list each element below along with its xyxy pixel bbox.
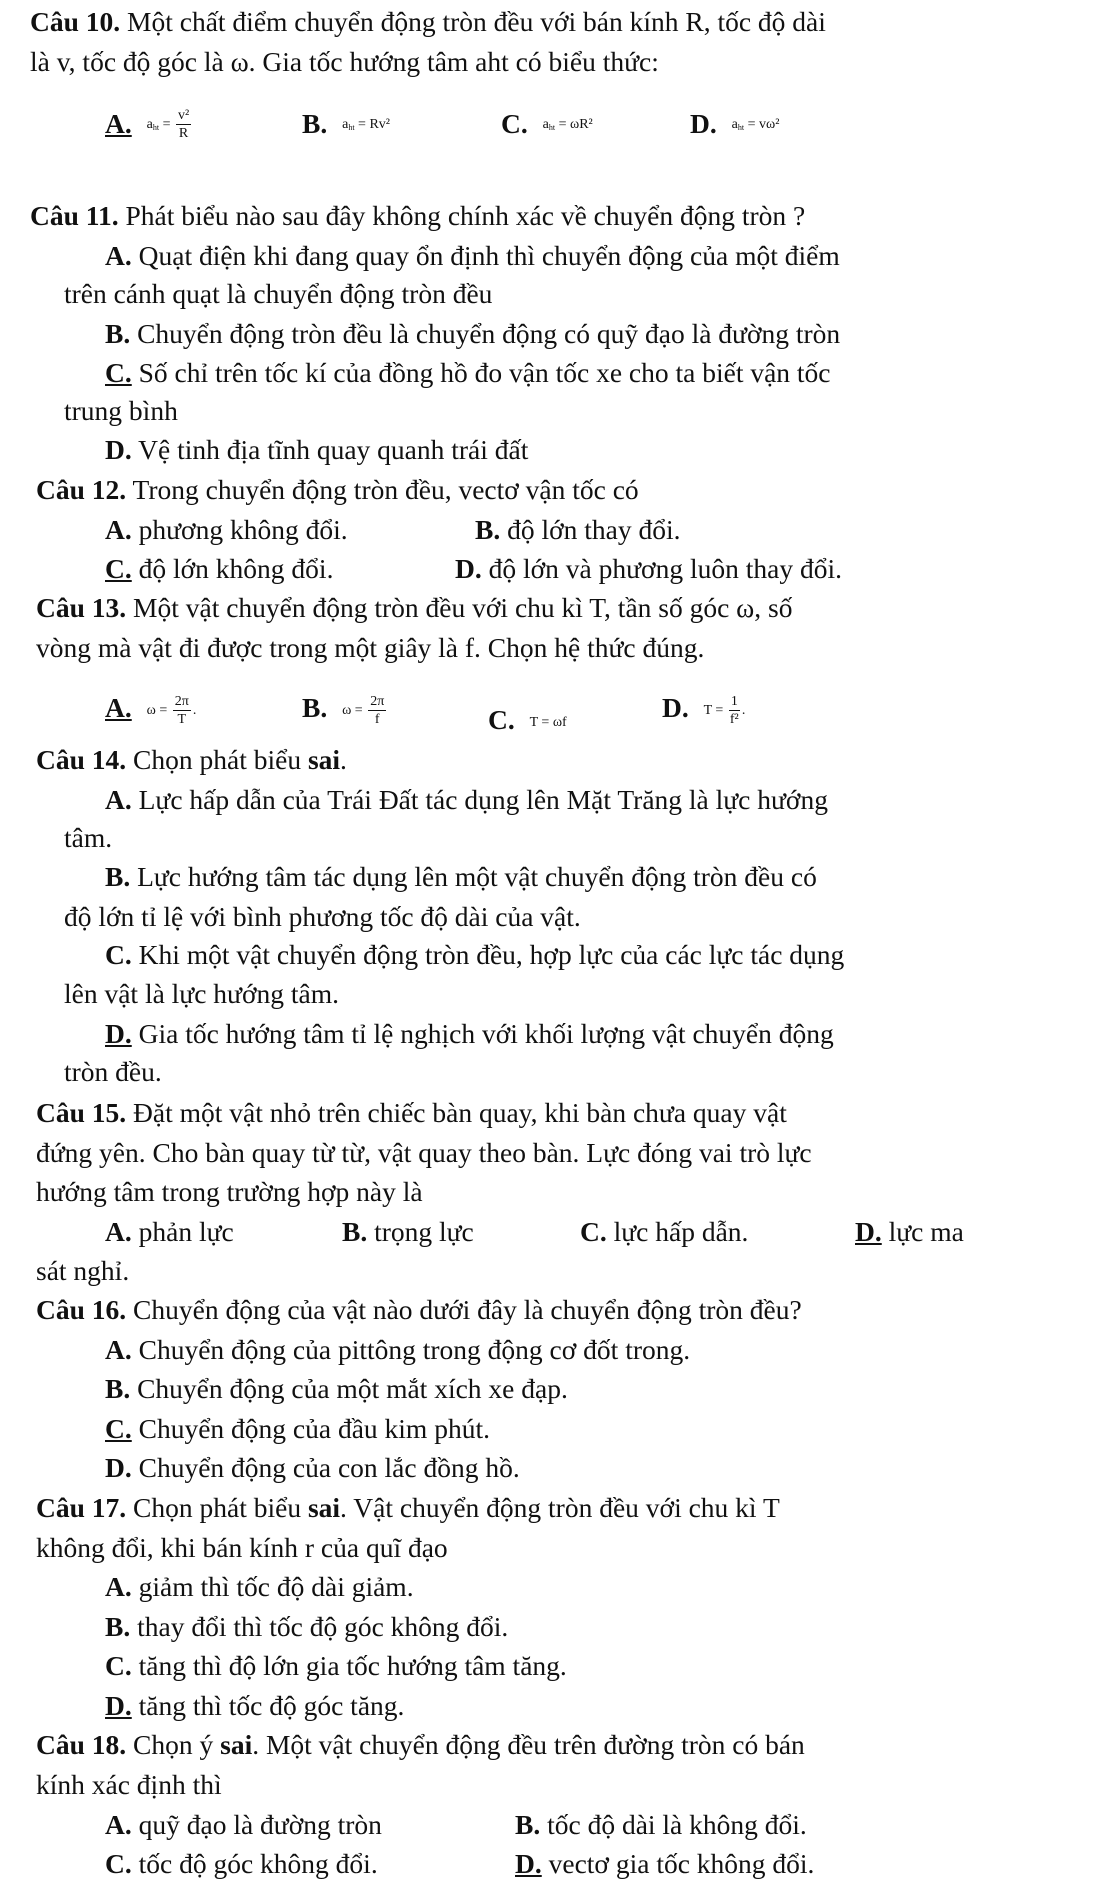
q11-option-c-text-2: trung bình bbox=[64, 395, 178, 426]
q17-line-1 bbox=[36, 1488, 1095, 1528]
q10-option-c-formula bbox=[543, 105, 593, 148]
q10-option-a-formula bbox=[147, 105, 194, 148]
q12-option-a-label: A. bbox=[105, 514, 132, 545]
q13-stem-2: vòng mà vật đi được trong một giây là f. Chọn hệ thức đúng. bbox=[36, 632, 705, 663]
q17-option-b-text: thay đổi thì tốc độ góc không đổi. bbox=[130, 1611, 509, 1642]
q13-a-denominator: T bbox=[177, 711, 187, 727]
q12-line-1 bbox=[36, 470, 1095, 510]
q14-stem-bold: sai bbox=[307, 744, 341, 775]
q18-stem-2: kính xác định thì bbox=[36, 1769, 222, 1800]
q15-line-2 bbox=[36, 1133, 1095, 1173]
q11-option-d-label: D. bbox=[105, 434, 132, 465]
q11-option-b bbox=[105, 314, 1095, 354]
q13-a-tail: . bbox=[192, 702, 197, 718]
q14-option-b-cont bbox=[64, 897, 1095, 937]
q18-option-c bbox=[105, 1844, 378, 1884]
q16-option-d-label: D. bbox=[105, 1452, 132, 1483]
q16-option-c-text: Chuyển động của đầu kim phút. bbox=[131, 1413, 490, 1444]
q14-option-d-text-1: Gia tốc hướng tâm tỉ lệ nghịch với khối lượng vật chuyển động bbox=[131, 1018, 834, 1049]
q16-option-c bbox=[105, 1409, 1095, 1449]
q16-option-d-text: Chuyển động của con lắc đồng hồ. bbox=[131, 1452, 520, 1483]
q17-option-d-label: D. bbox=[105, 1690, 132, 1721]
q11-option-a bbox=[105, 236, 1095, 276]
q17-stem-post: . Vật chuyển động tròn đều với chu kì T bbox=[340, 1492, 780, 1523]
q13-option-d-label: D. bbox=[662, 692, 689, 723]
q10-line-2 bbox=[30, 42, 1095, 82]
q10-d-rest: = vω² bbox=[744, 117, 780, 133]
q10-option-c bbox=[501, 104, 593, 148]
q18-option-b-label: B. bbox=[515, 1809, 541, 1840]
q16-line-1 bbox=[36, 1290, 1095, 1330]
q10-a-symbol: a bbox=[146, 117, 153, 133]
q10-option-b bbox=[302, 104, 390, 148]
q16-option-b-text: Chuyển động của một mắt xích xe đạp. bbox=[130, 1373, 568, 1404]
q14-option-c-text-1: Khi một vật chuyển động tròn đều, hợp lực của các lực tác dụng bbox=[131, 939, 845, 970]
q17-heading: Câu 17. bbox=[36, 1492, 127, 1523]
q14-option-a-text-1: Lực hấp dẫn của Trái Đất tác dụng lên Mặt Trăng là lực hướng bbox=[131, 784, 828, 815]
q13-option-b-formula bbox=[342, 691, 388, 731]
q17-stem-2: không đổi, khi bán kính r của quĩ đạo bbox=[36, 1532, 448, 1563]
q12-option-c-text: độ lớn không đổi. bbox=[131, 553, 334, 584]
q13-b-denominator: f bbox=[374, 711, 380, 727]
q11-option-c-text-1: Số chỉ trên tốc kí của đồng hồ đo vận tốc xe cho ta biết vận tốc bbox=[131, 357, 831, 388]
q11-option-a-text-2: trên cánh quạt là chuyển động tròn đều bbox=[64, 278, 493, 309]
q17-option-a-text: giảm thì tốc độ dài giảm. bbox=[131, 1571, 414, 1602]
q13-option-b bbox=[302, 688, 388, 731]
q13-a-numerator: 2π bbox=[174, 693, 189, 709]
q15-option-b-text: trọng lực bbox=[367, 1216, 474, 1247]
q16-option-a-label: A. bbox=[105, 1334, 132, 1365]
q13-option-d bbox=[662, 688, 745, 731]
q13-line-2 bbox=[36, 628, 1095, 668]
q17-line-2 bbox=[36, 1528, 1095, 1568]
q14-option-b-text-1: Lực hướng tâm tác dụng lên một vật chuyển động tròn đều có bbox=[130, 861, 817, 892]
q12-heading: Câu 12. bbox=[36, 474, 127, 505]
q18-option-d-text: vectơ gia tốc không đổi. bbox=[541, 1848, 815, 1879]
q18-option-a bbox=[105, 1805, 382, 1845]
q18-option-c-label: C. bbox=[105, 1848, 132, 1879]
q12-option-d-text: độ lớn và phương luôn thay đổi. bbox=[481, 553, 842, 584]
q14-option-c bbox=[105, 935, 1095, 975]
q11-option-a-text-1: Quạt điện khi đang quay ổn định thì chuyển động của một điểm bbox=[131, 240, 840, 271]
q13-d-denominator: f² bbox=[729, 711, 739, 727]
q16-stem: Chuyển động của vật nào dưới đây là chuyển động tròn đều? bbox=[126, 1294, 802, 1325]
q18-line-1 bbox=[36, 1725, 1095, 1765]
q15-option-c bbox=[580, 1212, 748, 1252]
q13-stem-1: Một vật chuyển động tròn đều với chu kì T, tần số góc ω, số bbox=[126, 592, 793, 623]
q10-a-eq: = bbox=[159, 117, 174, 133]
q15-option-d-wrap: sát nghỉ. bbox=[36, 1255, 130, 1286]
q10-option-d-label: D. bbox=[690, 108, 717, 139]
q12-option-b-label: B. bbox=[475, 514, 501, 545]
q10-option-c-label: C. bbox=[501, 108, 528, 139]
q13-option-a bbox=[105, 688, 196, 731]
q13-option-a-formula bbox=[147, 691, 197, 731]
q15-stem-1: Đặt một vật nhỏ trên chiếc bàn quay, khi bàn chưa quay vật bbox=[126, 1097, 787, 1128]
q15-option-c-text: lực hấp dẫn. bbox=[606, 1216, 749, 1247]
q13-d-fraction bbox=[729, 693, 740, 728]
q14-option-a-text-2: tâm. bbox=[64, 822, 113, 853]
q11-option-b-text: Chuyển động tròn đều là chuyển động có quỹ đạo là đường tròn bbox=[130, 318, 841, 349]
q15-option-c-label: C. bbox=[580, 1216, 607, 1247]
q12-option-b bbox=[475, 510, 681, 550]
q15-option-a-label: A. bbox=[105, 1216, 132, 1247]
q16-option-a bbox=[105, 1330, 1095, 1370]
q15-heading: Câu 15. bbox=[36, 1097, 127, 1128]
q10-b-symbol: a bbox=[342, 117, 349, 133]
q10-a-numerator: v² bbox=[177, 108, 190, 124]
q12-option-c-label: C. bbox=[105, 553, 132, 584]
q16-option-b bbox=[105, 1369, 1095, 1409]
q17-option-b bbox=[105, 1607, 1095, 1647]
q11-option-a-cont bbox=[64, 274, 1095, 314]
q15-option-d-cont bbox=[36, 1251, 1095, 1291]
q14-stem-pre: Chọn phát biểu bbox=[126, 744, 308, 775]
q10-option-d bbox=[690, 104, 779, 148]
q14-option-a bbox=[105, 780, 1095, 820]
q10-d-sub: ht bbox=[737, 123, 745, 133]
q15-option-b-label: B. bbox=[342, 1216, 368, 1247]
q13-option-c-formula: T = ωf bbox=[529, 714, 567, 730]
q13-d-tail: . bbox=[741, 702, 746, 718]
q16-option-c-label: C. bbox=[105, 1413, 132, 1444]
q10-option-b-formula bbox=[342, 105, 390, 148]
q18-option-b-text: tốc độ dài là không đổi. bbox=[540, 1809, 807, 1840]
q18-option-b bbox=[515, 1805, 807, 1845]
q17-option-c bbox=[105, 1646, 1095, 1686]
q10-a-sub: ht bbox=[152, 123, 160, 133]
q18-option-a-label: A. bbox=[105, 1809, 132, 1840]
q11-line-1 bbox=[30, 196, 1095, 236]
q17-stem-bold: sai bbox=[307, 1492, 341, 1523]
q18-stem-pre: Chọn ý bbox=[126, 1729, 221, 1760]
q18-line-2 bbox=[36, 1765, 1095, 1805]
q10-option-d-formula bbox=[732, 105, 780, 148]
q10-b-rest: = Rv² bbox=[354, 117, 390, 133]
q13-a-fraction bbox=[173, 693, 191, 728]
q14-heading: Câu 14. bbox=[36, 744, 127, 775]
q11-stem: Phát biểu nào sau đây không chính xác về chuyển động tròn ? bbox=[118, 200, 806, 231]
q11-option-b-label: B. bbox=[105, 318, 131, 349]
q11-heading: Câu 11. bbox=[30, 200, 119, 231]
q12-option-a-text: phương không đổi. bbox=[131, 514, 348, 545]
q11-option-c-cont bbox=[64, 391, 1095, 431]
q15-stem-3: hướng tâm trong trường hợp này là bbox=[36, 1176, 423, 1207]
q10-b-sub: ht bbox=[348, 123, 355, 133]
q14-option-c-text-2: lên vật là lực hướng tâm. bbox=[64, 978, 339, 1009]
q13-d-lhs: T = bbox=[703, 702, 727, 718]
q14-stem-post: . bbox=[340, 744, 347, 775]
q13-b-lhs: ω = bbox=[342, 702, 367, 718]
q14-option-a-label: A. bbox=[105, 784, 132, 815]
q10-c-sub: ht bbox=[548, 123, 556, 133]
q12-option-a bbox=[105, 510, 348, 550]
q15-option-d-label: D. bbox=[855, 1216, 882, 1247]
q18-option-d-label: D. bbox=[515, 1848, 542, 1879]
q14-option-d bbox=[105, 1014, 1095, 1054]
q17-option-d bbox=[105, 1686, 1095, 1726]
q13-option-b-label: B. bbox=[302, 692, 328, 723]
q15-stem-2: đứng yên. Cho bàn quay từ từ, vật quay theo bàn. Lực đóng vai trò lực bbox=[36, 1137, 812, 1168]
q10-heading: Câu 10. bbox=[30, 6, 121, 37]
q13-option-a-label: A. bbox=[105, 692, 132, 723]
q13-option-c bbox=[488, 700, 567, 743]
q16-option-d bbox=[105, 1448, 1095, 1488]
q12-option-d-label: D. bbox=[455, 553, 482, 584]
q10-option-a bbox=[105, 104, 193, 148]
q10-option-b-label: B. bbox=[302, 108, 328, 139]
q15-option-a bbox=[105, 1212, 234, 1252]
q10-a-denominator: R bbox=[178, 126, 189, 142]
q16-heading: Câu 16. bbox=[36, 1294, 127, 1325]
q10-line-1 bbox=[30, 2, 1095, 42]
q10-stem-1: Một chất điểm chuyển động tròn đều với bán kính R, tốc độ dài bbox=[120, 6, 826, 37]
q18-option-d bbox=[515, 1844, 814, 1884]
q16-option-b-label: B. bbox=[105, 1373, 131, 1404]
q12-option-c bbox=[105, 549, 333, 589]
q13-option-c-label: C. bbox=[488, 704, 515, 735]
q15-option-d-text: lực ma bbox=[881, 1216, 964, 1247]
q13-b-numerator: 2π bbox=[370, 693, 385, 709]
q18-stem-post: . Một vật chuyển động đều trên đường tròn có bán bbox=[252, 1729, 805, 1760]
q17-stem-pre: Chọn phát biểu bbox=[126, 1492, 308, 1523]
q10-a-fraction bbox=[176, 107, 191, 142]
q14-option-b bbox=[105, 857, 1095, 897]
q10-c-rest: = ωR² bbox=[555, 117, 593, 133]
q15-option-d bbox=[855, 1212, 964, 1252]
q16-option-a-text: Chuyển động của pittông trong động cơ đốt trong. bbox=[131, 1334, 691, 1365]
q17-option-c-text: tăng thì độ lớn gia tốc hướng tâm tăng. bbox=[131, 1650, 567, 1681]
q18-option-a-text: quỹ đạo là đường tròn bbox=[131, 1809, 382, 1840]
q17-option-a-label: A. bbox=[105, 1571, 132, 1602]
q13-line-1 bbox=[36, 588, 1095, 628]
q15-line-1 bbox=[36, 1093, 1095, 1133]
q18-stem-bold: sai bbox=[220, 1729, 253, 1760]
q11-option-a-label: A. bbox=[105, 240, 132, 271]
q13-d-numerator: 1 bbox=[730, 693, 738, 709]
q10-d-symbol: a bbox=[731, 117, 738, 133]
q10-c-symbol: a bbox=[542, 117, 549, 133]
q14-option-d-text-2: tròn đều. bbox=[64, 1056, 162, 1087]
q17-option-d-text: tăng thì tốc độ góc tăng. bbox=[131, 1690, 405, 1721]
q11-option-d-text: Vệ tinh địa tĩnh quay quanh trái đất bbox=[131, 434, 529, 465]
q14-option-d-cont bbox=[64, 1052, 1095, 1092]
q14-option-c-label: C. bbox=[105, 939, 132, 970]
q18-option-c-text: tốc độ góc không đổi. bbox=[131, 1848, 378, 1879]
q12-option-b-text: độ lớn thay đổi. bbox=[500, 514, 681, 545]
q17-option-c-label: C. bbox=[105, 1650, 132, 1681]
q15-option-b bbox=[342, 1212, 474, 1252]
q14-option-c-cont bbox=[64, 974, 1095, 1014]
q17-option-a bbox=[105, 1567, 1095, 1607]
q13-a-lhs: ω = bbox=[146, 702, 171, 718]
q13-b-fraction bbox=[368, 693, 386, 728]
q12-option-d bbox=[455, 549, 842, 589]
q14-option-b-label: B. bbox=[105, 861, 131, 892]
q14-option-d-label: D. bbox=[105, 1018, 132, 1049]
q14-option-b-text-2: độ lớn tỉ lệ với bình phương tốc độ dài của vật. bbox=[64, 901, 581, 932]
q14-option-a-cont bbox=[64, 818, 1095, 858]
q15-option-a-text: phản lực bbox=[131, 1216, 234, 1247]
q13-option-d-formula bbox=[704, 691, 746, 731]
q17-option-b-label: B. bbox=[105, 1611, 131, 1642]
q14-line-1 bbox=[36, 740, 1095, 780]
q11-option-d bbox=[105, 430, 1095, 470]
q11-option-c-label: C. bbox=[105, 357, 132, 388]
q11-option-c bbox=[105, 353, 1095, 393]
q15-line-3 bbox=[36, 1172, 1095, 1212]
q18-heading: Câu 18. bbox=[36, 1729, 127, 1760]
q13-heading: Câu 13. bbox=[36, 592, 127, 623]
q12-stem: Trong chuyển động tròn đều, vectơ vận tốc có bbox=[126, 474, 639, 505]
q10-option-a-label: A. bbox=[105, 108, 132, 139]
q10-stem-2: là v, tốc độ góc là ω. Gia tốc hướng tâm aht có biểu thức: bbox=[30, 46, 659, 77]
